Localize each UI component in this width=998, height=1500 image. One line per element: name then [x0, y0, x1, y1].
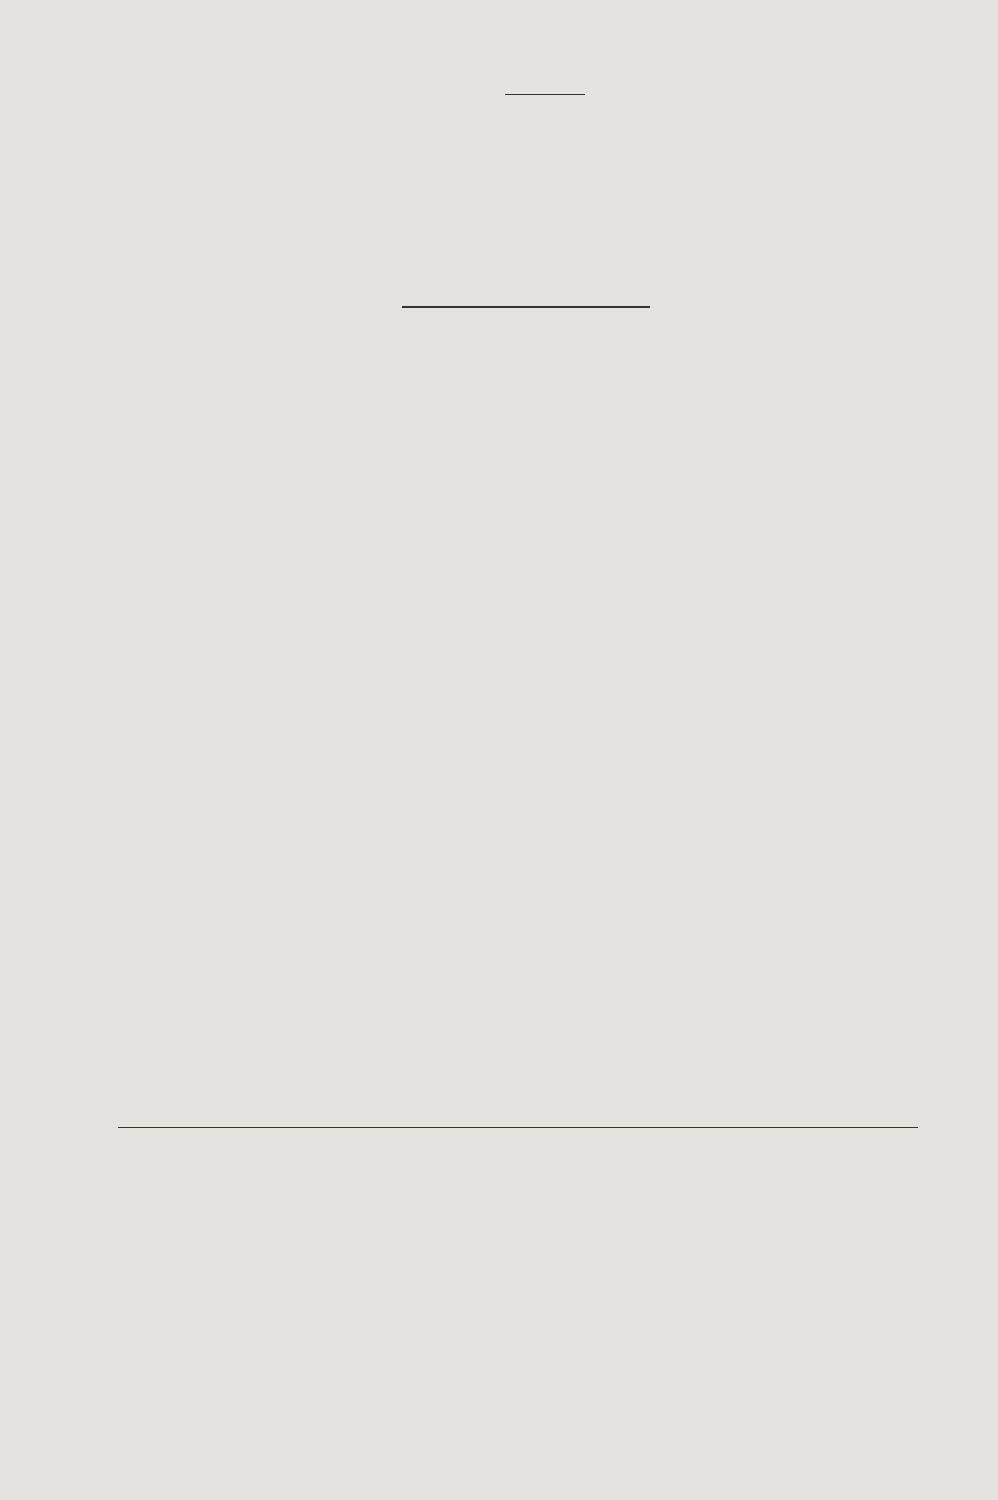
column-headers — [0, 382, 998, 416]
footnote-rule — [118, 1127, 918, 1128]
header-rule — [505, 94, 585, 95]
section-divider — [402, 306, 650, 308]
